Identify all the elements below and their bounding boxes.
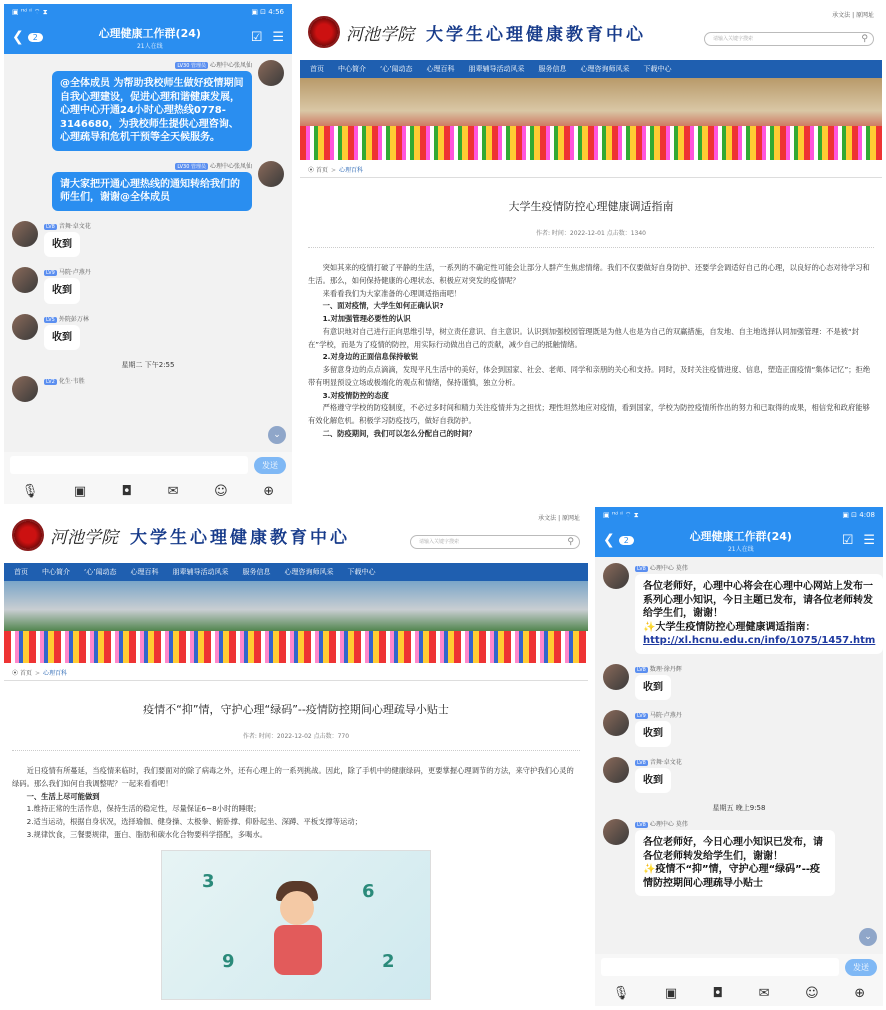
avatar[interactable]	[603, 710, 629, 736]
sender-name: 马院·卢燕丹	[58, 269, 91, 276]
time-separator: 星期五 晚上9:58	[712, 804, 766, 812]
message	[12, 267, 284, 304]
article	[4, 701, 588, 1000]
article-link[interactable]: http://xl.hcnu.edu.cn/info/1075/1457.htm	[643, 635, 876, 646]
nav-item[interactable]: ‘心’闻动态	[380, 65, 413, 73]
top-links[interactable]: 承文法 | 原网址	[832, 12, 874, 19]
status-left: ▣ ᴴᵈ ᴵˡ ⌔ ⧗	[603, 510, 639, 519]
nav-item[interactable]: 首页	[14, 568, 28, 576]
message-bubble[interactable]: 收到	[635, 768, 671, 794]
message-bubble[interactable]: 请大家把开通心理热线的通知转给我们的师生们，谢谢@全体成员	[52, 172, 252, 211]
article	[300, 198, 882, 441]
back-icon[interactable]: ❮	[12, 29, 24, 45]
web-page-1	[300, 4, 882, 501]
illus-number: 9	[222, 950, 235, 972]
message-bubble[interactable]: 收到	[635, 721, 671, 747]
nav-item[interactable]: ‘心’闻动态	[84, 568, 117, 576]
badge: LV9	[46, 270, 55, 276]
message-list[interactable]	[595, 557, 883, 954]
banner-image	[300, 78, 882, 160]
message	[12, 221, 284, 258]
input-bar	[595, 954, 883, 980]
send-button[interactable]: 发送	[254, 457, 286, 474]
message-bubble[interactable]: 收到	[44, 278, 80, 304]
crumb-sep: >	[330, 167, 336, 174]
badge: LV8	[637, 759, 646, 766]
badge: LV8	[637, 822, 646, 828]
status-bar	[4, 4, 292, 20]
search-input[interactable]	[410, 535, 580, 549]
main-nav	[4, 563, 588, 581]
illus-number: 2	[382, 950, 395, 972]
badge: LV8	[46, 223, 55, 230]
emoji-icon[interactable]: ☺	[214, 483, 228, 499]
avatar[interactable]	[12, 267, 38, 293]
group-title: 心理健康工作群(24)	[98, 26, 201, 40]
image-icon[interactable]: ▣	[73, 483, 87, 499]
nav-item[interactable]: 服务信息	[538, 65, 567, 73]
web-page-2	[4, 507, 588, 1006]
avatar[interactable]	[12, 314, 38, 340]
unread-badge: 2	[619, 536, 634, 545]
chat-header	[4, 20, 292, 54]
article-title: 疫情不“抑”情，守护心理“绿码”--疫情防控期间心理疏导小贴士	[143, 703, 449, 716]
sender-name: 音舞·卓文花	[649, 758, 682, 766]
message-list[interactable]	[4, 54, 292, 452]
redpacket-icon[interactable]: ✉	[758, 985, 770, 1001]
search-icon[interactable]: ⚲	[861, 34, 868, 44]
sender-name: 心理中心张凤仙	[209, 162, 252, 170]
message	[12, 314, 284, 351]
article-meta: 作者: 时间：2022-12-02 点击数：770	[12, 731, 580, 751]
scroll-down-button[interactable]: ⌄	[268, 426, 286, 444]
article-paragraph: 近日疫情有所蔓延，当疫情来临时，我们要面对的除了病毒之外，还有心理上的一系列挑战。因此，除了手机中的健康绿码，更要掌握心理调节的方法，来守护我们心灵的绿码。那么我们如何自我调整呢？一起来看看吧！	[12, 766, 574, 788]
scroll-down-button[interactable]: ⌄	[859, 928, 877, 946]
avatar[interactable]	[603, 664, 629, 690]
school-name: 河池学院	[346, 24, 414, 45]
sender-name: 心理中心 莫伟	[649, 565, 688, 572]
nav-item[interactable]: 朋辈辅导活动风采	[468, 65, 525, 73]
message	[603, 664, 875, 701]
chat-header	[595, 523, 883, 557]
avatar[interactable]	[603, 819, 629, 845]
message-bubble[interactable]: 收到	[44, 325, 80, 351]
task-icon[interactable]: ☑	[841, 532, 854, 548]
nav-item[interactable]: 首页	[310, 65, 324, 73]
sender-name: 外院彭万林	[58, 315, 89, 323]
article-paragraph: 3.规律饮食，三餐要规律，蛋白、脂肪和碳水化合物要科学搭配，多喝水。	[26, 829, 268, 839]
main-nav	[300, 60, 882, 78]
message-input[interactable]	[10, 456, 248, 474]
chat-window-1	[4, 4, 292, 504]
badge: LV2	[46, 379, 55, 385]
avatar[interactable]	[12, 376, 38, 402]
status-right: ▣ ⊡ 4:08	[842, 511, 875, 519]
nav-item[interactable]: 心理百科	[130, 568, 159, 576]
article-paragraph: 二、防疫期间，我们可以怎么分配自己的时间？	[322, 428, 476, 438]
sender-name: 音舞·卓文花	[58, 222, 91, 230]
nav-item[interactable]: 心理咨询师风采	[580, 65, 630, 73]
menu-icon[interactable]: ☰	[863, 532, 875, 548]
message-bubble[interactable]: 收到	[635, 675, 671, 701]
message	[603, 710, 875, 747]
task-icon[interactable]: ☑	[250, 29, 263, 45]
crumb-current[interactable]: 心理百科	[42, 670, 67, 677]
sender-name: 马院·卢燕丹	[649, 712, 682, 719]
center-name: 大学生心理健康教育中心	[426, 24, 646, 45]
avatar[interactable]	[603, 757, 629, 783]
menu-icon[interactable]: ☰	[272, 29, 284, 45]
badge: LV9	[637, 713, 646, 719]
message-bubble[interactable]: 收到	[44, 232, 80, 258]
group-title: 心理健康工作群(24)	[689, 529, 792, 543]
article-paragraph: 有意识地对自己进行正向思维引导，树立责任意识、自主意识。认识到加强校园管理既是为他人也是为自己的双赢措施，自发地、自主地选择认同加强管理：不是被“封在”学校，而是为了疫情的防控，用实际行动做出自己的贡献，减少自己的抵触情绪。	[308, 326, 860, 349]
badge: LV8	[637, 566, 646, 572]
article-paragraph: 严格遵守学校的防疫制度，不必过多时间和精力关注疫情并为之担忧；理性坦然地应对疫情，看到国家，学校为防控疫情所作出的努力和已取得的成果，相信党和政府能够有效化解危机。积极学习防疫技巧，做好自我防护。	[308, 403, 870, 426]
school-name: 河池学院	[50, 527, 118, 548]
online-count: 21人在线	[727, 545, 754, 553]
article-title: 大学生疫情防控心理健康调适指南	[508, 200, 674, 213]
center-name: 大学生心理健康教育中心	[130, 527, 350, 548]
nav-item[interactable]: 下载中心	[347, 568, 376, 576]
article-paragraph: 1.对加强管理必要性的认识	[322, 314, 411, 324]
emoji-icon[interactable]: ☺	[805, 985, 819, 1001]
article-paragraph: 2.适当运动，根据自身状况，选择瑜伽、健身操、太极拳、俯卧撑、仰卧起坐、深蹲、平板支撑等运动；	[26, 817, 362, 827]
article-paragraph: 多留意身边的点点滴滴，发现平凡生活中的美好，体会到国家、社会、老师、同学和亲朋的关心和支持。同时，及时关注疫情进度、信息，塑造正面疫情“集体记忆”；拒绝带有明显预设立场或极端化的观点和情绪，保持谨慎，独立分析。	[308, 365, 871, 387]
nav-item[interactable]: 朋辈辅导活动风采	[172, 568, 229, 576]
site-header	[4, 507, 588, 563]
redpacket-icon[interactable]: ✉	[167, 483, 179, 499]
school-logo-icon[interactable]	[12, 519, 44, 551]
message-text: ✨大学生疫情防控心理健康调适指南：	[643, 621, 816, 633]
avatar[interactable]	[258, 60, 284, 86]
article-paragraph: 1.维持正常的生活作息，保持生活的稳定性，尽量保证6~8小时的睡眠；	[26, 804, 261, 814]
plus-icon[interactable]: ⊕	[263, 483, 275, 499]
avatar[interactable]	[258, 161, 284, 187]
status-left: ▣ ᴴᵈ ᴵˡ ⌔ ⧗	[12, 7, 48, 16]
article-paragraph: 一、面对疫情，大学生如何正确认识?	[322, 301, 444, 311]
badge: LV8	[637, 666, 646, 673]
chat-title-block	[49, 25, 251, 50]
message	[12, 60, 284, 151]
message	[603, 757, 875, 794]
send-button[interactable]: 发送	[845, 959, 877, 976]
status-bar	[595, 507, 883, 523]
camera-icon[interactable]: ◘	[712, 985, 724, 1001]
location-icon: ⦿	[12, 670, 20, 677]
message	[12, 376, 284, 402]
article-meta: 作者: 时间：2022-12-01 点击数：1340	[308, 228, 874, 248]
chat-title-block	[640, 528, 842, 553]
message	[12, 161, 284, 211]
input-bar	[4, 452, 292, 478]
badge: LV30 管理员	[177, 163, 206, 170]
online-count: 21人在线	[136, 42, 163, 50]
breadcrumb	[4, 663, 588, 681]
voice-icon[interactable]: 🎙	[612, 985, 630, 1001]
voice-icon[interactable]: 🎙	[21, 483, 39, 499]
crumb-current[interactable]: 心理百科	[338, 167, 363, 174]
article-paragraph: 2.对身边的正面信息保持敏锐	[322, 352, 419, 362]
search-placeholder: 请输入关键字搜索	[713, 36, 754, 42]
location-icon: ⦿	[308, 167, 316, 174]
illus-number: 3	[202, 870, 215, 892]
nav-item[interactable]: 服务信息	[242, 568, 271, 576]
search-input[interactable]	[704, 32, 874, 46]
unread-badge: 2	[28, 33, 43, 42]
nav-item[interactable]: 中心简介	[338, 65, 366, 73]
avatar[interactable]	[603, 563, 629, 589]
message-text: 各位老师好，今日心理小知识已发布，请各位老师转发给学生们，谢谢！	[643, 837, 823, 862]
camera-icon[interactable]: ◘	[121, 483, 133, 499]
badge: LV30 管理员	[177, 63, 206, 69]
message-bubble[interactable]	[635, 830, 835, 896]
plus-icon[interactable]: ⊕	[854, 985, 866, 1001]
article-paragraph: 一、生活上尽可能做到	[26, 791, 100, 801]
chat-toolbar	[595, 980, 883, 1006]
article-paragraph: 3.对疫情防控的态度	[322, 390, 389, 400]
message-input[interactable]	[601, 958, 839, 976]
image-icon[interactable]: ▣	[664, 985, 678, 1001]
crumb-sep: >	[34, 670, 40, 677]
avatar[interactable]	[12, 221, 38, 247]
school-logo-icon[interactable]	[308, 16, 340, 48]
article-paragraph: 突如其来的疫情打破了平静的生活，一系列的不确定性可能会让部分人群产生焦虑情绪。我们不仅要做好自身防护、还要学会调适好自己的心理，以良好的心态对待学习和生活。那么，如何保持健康的心理状态、积极应对突发的疫情呢？	[308, 263, 870, 285]
message	[603, 819, 875, 896]
crumb-home[interactable]: 首页	[315, 167, 328, 174]
sender-name: 心理中心 莫伟	[649, 821, 688, 828]
search-placeholder: 请输入关键字搜索	[419, 539, 460, 545]
sender-name: 心理中心张凤仙	[209, 62, 252, 69]
site-header	[300, 4, 882, 60]
status-right: ▣ ⊡ 4:56	[251, 8, 284, 16]
sender-name: 数理·徐丹辉	[649, 665, 682, 673]
illustration-image	[161, 850, 431, 1000]
chat-window-2	[595, 507, 883, 1006]
chat-toolbar	[4, 478, 292, 504]
time-separator: 星期二 下午2:55	[121, 361, 175, 369]
nav-item[interactable]: 心理百科	[426, 65, 455, 73]
banner-image	[4, 581, 588, 663]
search-icon[interactable]: ⚲	[567, 537, 574, 547]
badge: LV5	[46, 316, 55, 323]
top-links[interactable]: 承文法 | 原网址	[538, 515, 580, 522]
nav-item[interactable]: 心理咨询师风采	[284, 568, 334, 576]
back-icon[interactable]: ❮	[603, 532, 615, 548]
message-bubble[interactable]	[635, 574, 883, 654]
message-bubble[interactable]: @全体成员 为帮助我校师生做好疫情期间自我心理建设，促进心理和谐健康发展，心理中心开通24小时心理热线0778-3146680，为我校师生提供心理咨询、心理疏导和危机干预等全天候服务。	[52, 71, 252, 151]
nav-item[interactable]: 下载中心	[643, 65, 672, 73]
article-paragraph: 来看看我们为大家准备的心理调适指南吧！	[322, 288, 462, 298]
message-text: ✨疫情不“抑”情，守护心理“绿码”--疫情防控期间心理疏导小贴士	[643, 864, 821, 889]
crumb-home[interactable]: 首页	[19, 670, 32, 677]
illus-number: 6	[362, 880, 375, 902]
message-text: 各位老师好，心理中心将会在心理中心网站上发布一系列心理小知识，今日主题已发布，请各位老师转发给学生们，谢谢！	[643, 581, 873, 619]
breadcrumb	[300, 160, 882, 178]
message	[603, 563, 875, 654]
sender-name: 化生·韦胜	[58, 378, 85, 385]
nav-item[interactable]: 中心简介	[42, 568, 70, 576]
